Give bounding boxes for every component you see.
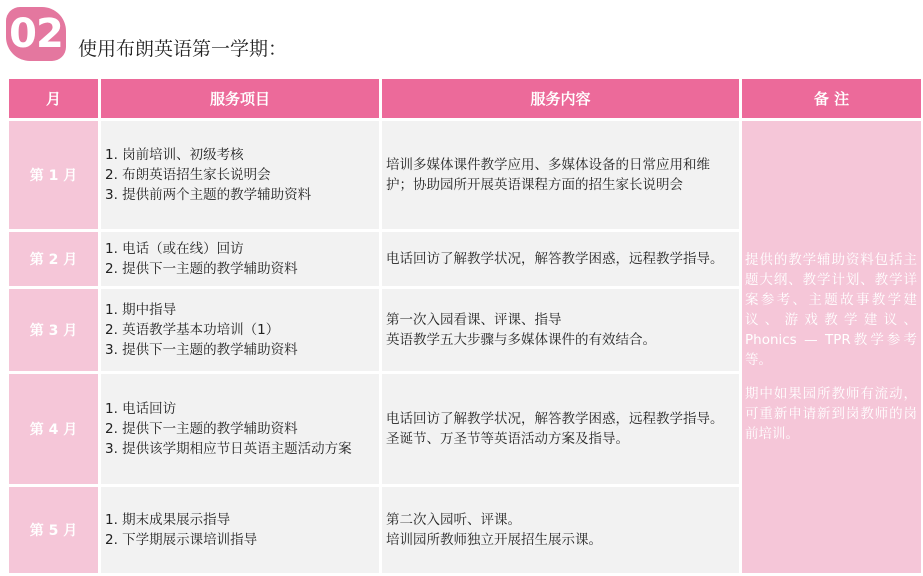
item-line: 2. 下学期展示课培训指导 bbox=[105, 532, 258, 548]
item-line: 3. 提供前两个主题的教学辅助资料 bbox=[105, 187, 312, 203]
note-paragraph: 期中如果园所教师有流动，可重新申请新到岗教师的岗前培训。 bbox=[745, 386, 917, 442]
header-month: 月 bbox=[9, 79, 98, 118]
item-line: 1. 期中指导 bbox=[105, 302, 177, 318]
item-line: 1. 期末成果展示指导 bbox=[105, 512, 231, 528]
content-line: 圣诞节、万圣节等英语活动方案及指导。 bbox=[386, 431, 629, 447]
content-line: 电话回访了解教学状况，解答教学困惑，远程教学指导。 bbox=[386, 251, 724, 267]
section-number-badge: 02 bbox=[6, 7, 66, 61]
items-cell bbox=[101, 121, 379, 229]
note-cell bbox=[742, 121, 921, 573]
service-schedule-table bbox=[6, 76, 923, 576]
month-cell: 第 2 月 bbox=[9, 232, 98, 286]
items-cell bbox=[101, 487, 379, 573]
month-cell: 第 5 月 bbox=[9, 487, 98, 573]
month-cell: 第 1 月 bbox=[9, 121, 98, 229]
item-line: 2. 提供下一主题的教学辅助资料 bbox=[105, 421, 298, 437]
item-line: 1. 电话（或在线）回访 bbox=[105, 241, 244, 257]
content-cell bbox=[382, 232, 739, 286]
content-line: 第一次入园看课、评课、指导 bbox=[386, 312, 562, 328]
content-cell bbox=[382, 289, 739, 371]
month-cell: 第 4 月 bbox=[9, 374, 98, 484]
content-line: 第二次入园听、评课。 bbox=[386, 512, 521, 528]
month-cell: 第 3 月 bbox=[9, 289, 98, 371]
content-cell bbox=[382, 487, 739, 573]
item-line: 1. 电话回访 bbox=[105, 401, 177, 417]
item-line: 3. 提供该学期相应节日英语主题活动方案 bbox=[105, 441, 352, 457]
content-cell bbox=[382, 121, 739, 229]
table-row bbox=[9, 121, 921, 229]
note-paragraph: 提供的教学辅助资料包括主题大纲、教学计划、教学详案参考、主题故事教学建议、游戏教学建议、Phonics — TPR教学参考等。 bbox=[745, 252, 917, 368]
content-line: 培训多媒体课件教学应用、多媒体设备的日常应用和维护；协助园所开展英语课程方面的招生家长说明会 bbox=[386, 157, 710, 193]
content-line: 英语教学五大步骤与多媒体课件的有效结合。 bbox=[386, 332, 656, 348]
item-line: 2. 布朗英语招生家长说明会 bbox=[105, 167, 271, 183]
content-line: 电话回访了解教学状况，解答教学困惑，远程教学指导。 bbox=[386, 411, 724, 427]
header-items: 服务项目 bbox=[101, 79, 379, 118]
header-content: 服务内容 bbox=[382, 79, 739, 118]
item-line: 2. 提供下一主题的教学辅助资料 bbox=[105, 261, 298, 277]
item-line: 3. 提供下一主题的教学辅助资料 bbox=[105, 342, 298, 358]
header-note: 备 注 bbox=[742, 79, 921, 118]
items-cell bbox=[101, 232, 379, 286]
item-line: 1. 岗前培训、初级考核 bbox=[105, 147, 244, 163]
item-line: 2. 英语教学基本功培训（1） bbox=[105, 322, 280, 338]
content-cell bbox=[382, 374, 739, 484]
items-cell bbox=[101, 289, 379, 371]
page-title: 使用布朗英语第一学期： bbox=[78, 38, 288, 60]
items-cell bbox=[101, 374, 379, 484]
content-line: 培训园所教师独立开展招生展示课。 bbox=[386, 532, 602, 548]
